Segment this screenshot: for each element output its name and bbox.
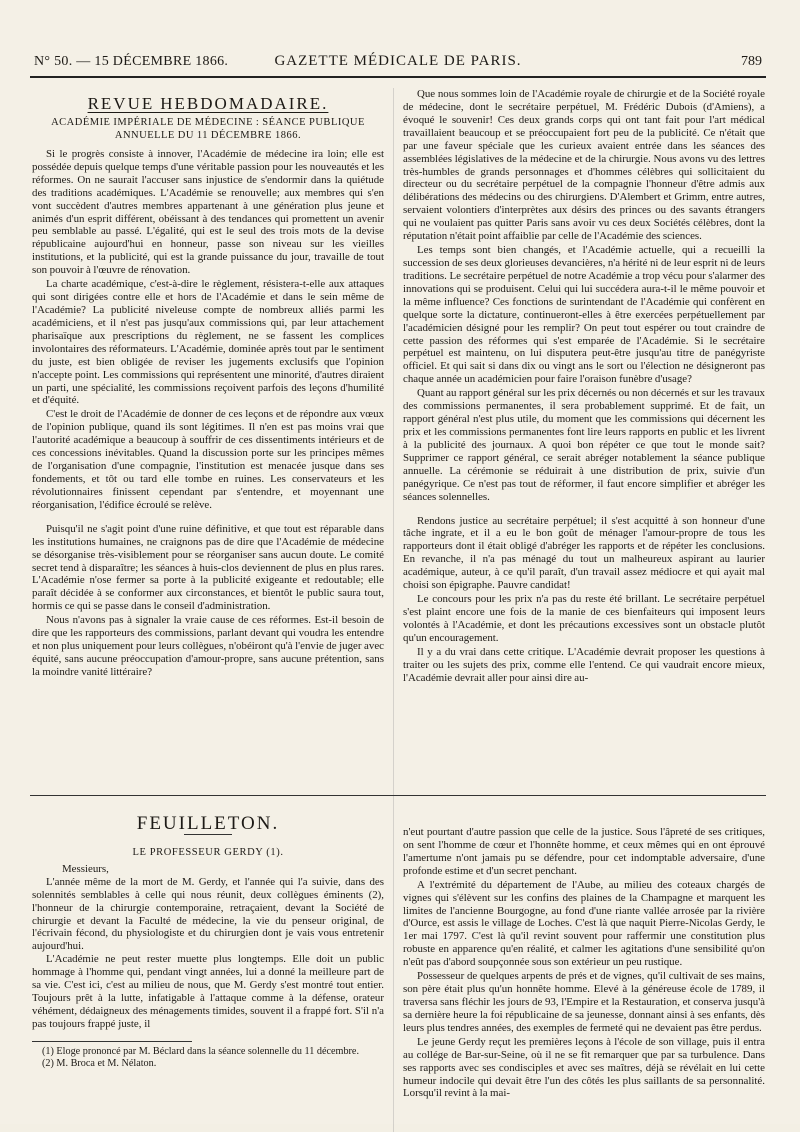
paragraph: La charte académique, c'est-à-dire le règlement, résistera-t-elle aux attaques qui sont dirigées contre elle et hors de l'Académie et dans le sein même de l'Académie? La publicité niveleuse compte de nombreux alliés parmi les académiciens, et il n'est pas jusqu'aux commissions qui, par leur attachement pharisaïque aux prescriptions du règlement, ne se fassent les complices involontaires des réformateurs. L'Académie, dominée après tout par le sentiment du juste, est bien obligée de reviser les jugements exclusifs que l'opinion n'accepte point. Les commissions qui représentent une minorité, d'autres diraient un parti, une spécialité, les commissions reçoivent parfois des leçons d'humilité et d'équité.: [32, 278, 384, 407]
paragraph: Les temps sont bien changés, et l'Académie actuelle, qui a recueilli la succession de ses deux glorieuses devancières, n'a hérité ni de leur esprit ni de leurs traditions. Le secrétaire perpétuel de notre Académie a trop vécu pour s'alarmer des innovations qui se produisent. Celui qui lui succédera aura-t-il le même pouvoir et la même influence? Ces fonctions de surintendant de l'Académie qui confèrent en quelque sorte la dictature, continueront-elles à être exercées perpétuellement par l'académicien désigné pour les remplir? On peut tout espérer ou tout craindre de cette passion des réformes qui s'est emparée de l'Académie. Si le secrétaire perpétuel est maintenu, on lui disputera peut-être jusqu'au titre de panégyriste officiel. Et qui sait si dans dix ou vingt ans le sort ou l'élection ne désigneront pas chaque année un académicien pour faire l'oraison funèbre d'usage?: [403, 244, 765, 386]
salutation: Messieurs,: [62, 862, 109, 875]
paragraph: C'est le droit de l'Académie de donner de ces leçons et de répondre aux vœux de l'opinion publique, quand ils sont légitimes. Il n'en est pas moins vrai que l'autorité académique a beaucoup à souffrir de ces dissentiments intérieurs et de ces concessions inévitables. Quand la discussion porte sur les principes mêmes de l'organisation d'une compagnie, l'institution est menacée jusque dans ses fondements, et tôt ou tard elle tombe en ruines. Les conservateurs et les révolutionnaires finissent cependant par s'entendre, et moyennant une réorganisation, l'édifice écroulé se relève.: [32, 408, 384, 511]
paragraph: Il y a du vrai dans cette critique. L'Académie devrait proposer les questions à traiter ou les sujets des prix, comme elle l'entend. Ce qui vaudrait encore mieux, l'Académie devrait aller pour ainsi dire au-: [403, 645, 765, 684]
paragraph: Nous n'avons pas à signaler la vraie cause de ces réformes. Est-il besoin de dire que les rapporteurs des commissions, parlant devant qui voudra les entendre et non plus uniquement pour leurs collègues, n'obéiront qu'à l'envie de juger avec équité, sans aucune préoccupation d'amour-propre, sans aucune prétention, sans la moindre vanité littéraire?: [32, 614, 384, 678]
section-subtitle: [32, 116, 384, 142]
page-header: [30, 52, 766, 78]
title-rule: [184, 834, 232, 835]
right-column: [403, 88, 765, 684]
paragraph: Le concours pour les prix n'a pas du reste été brillant. Le secrétaire perpétuel s'est plaint encore une fois de la manie de ces bienfaiteurs qui imposent leurs volontés à l'Académie, et dont les précautions excessives sont un obstacle plutôt qu'un encouragement.: [403, 593, 765, 644]
section-subtitle-line-2: ANNUELLE DU 11 DÉCEMBRE 1866.: [114, 129, 302, 141]
paragraph: Le jeune Gerdy reçut les premières leçons à l'école de son village, puis il entra au collége de Bar-sur-Seine, où il ne se fit remarquer que par sa turbulence. Dans ses rapports avec ses condisciples et avec ses maîtres, déjà se révélait en lui cette humeur indocile qui devait être l'un des côtés les plus saillants de sa personnalité. Lorsqu'il revint à la mai-: [403, 1035, 765, 1100]
section-subtitle-line-1: ACADÉMIE IMPÉRIALE DE MÉDECINE : SÉANCE PUBLIQUE: [51, 116, 365, 128]
footnote: (2) M. Broca et M. Nélaton.: [42, 1057, 157, 1069]
page-number: 789: [741, 54, 762, 69]
paragraph: Que nous sommes loin de l'Académie royale de chirurgie et de la Société royale de médecine, dont le secrétaire perpétuel, M. Frédéric Dubois (d'Amiens), a évoqué le souvenir! Ces deux grands corps qui ont tant fait pour l'art médical travaillaient beaucoup et se préoccupaient fort peu de la publicité. Ce n'était que par une faveur spéciale que les curieux avaient entrée dans les séances des assemblées législatives de la médecine et de la chirurgie. Nous avons vu des lettres très-humbles de grands personnages et d'hommes célèbres qui sollicitaient du directeur ou du secrétaire perpétuel de la compagnie l'honneur d'être admis aux délibérations des médecins ou des chirurgiens. D'Alembert et Grimm, entre autres, servaient volontiers d'interprètes aux désirs des princes ou des savants étrangers qui ne voulaient pas quitter Paris sans avoir vu ces deux Sociétés célèbres, dont la réputation n'était point affaiblie par celle de l'Académie des sciences.: [403, 88, 765, 243]
paragraph: n'eut pourtant d'autre passion que celle de la justice. Sous l'âpreté de ses critiques, on sent l'homme de cœur et l'honnête homme, et ceux mêmes qui en ont éprouvé l'amertume n'ont jamais pu se défendre, pour cet indomptable adversaire, d'une profonde estime et d'un secret penchant.: [403, 826, 765, 877]
issue-date: N° 50. — 15 DÉCEMBRE 1866.: [34, 54, 229, 69]
column-divider: [393, 88, 394, 1132]
left-column: [32, 94, 384, 679]
footnote: (1) Eloge prononcé par M. Béclard dans la séance solennelle du 11 décembre.: [42, 1045, 360, 1057]
feuilleton-subtitle: LE PROFESSEUR GERDY (1).: [132, 846, 284, 858]
paragraph: A l'extrémité du département de l'Aube, au milieu des coteaux chargés de vignes qui s'élèvent sur les confins des plaines de la Champagne et marquent les limites de l'ancienne Bourgogne, au fond d'une riante vallée arrosée par la rivière d'Ource, est assis le village de Loches. C'est là que naquit Pierre-Nicolas Gerdy, le 1er mai 1797. C'est là qu'il revint souvent pour raffermir une constitution plus robuste en apparence qu'en réalité, et calmer les agitations d'une sensibilité qu'on n'eût pas d'abord soupçonnée sous son extérieur un peu rustique.: [403, 878, 765, 969]
footnote-rule: [32, 1041, 192, 1042]
paragraph: Quant au rapport général sur les prix décernés ou non décernés et sur les travaux des commissions permanentes, il sera probablement supprimé. Et de fait, un rapport général n'est plus utile, du moment que les commissions qui décernent les prix et les commissions permanentes font lire leurs rapports en public et les livrent à la publicité des journaux. A quoi bon répéter ce que tout le monde sait? Supprimer ce rapport général, ce serait abréger notablement la séance publique annuelle. La cérémonie se réduirait à une distribution de prix, suivie d'un panégyrique. Ce n'est pas tout de réformer, il faut encore simplifier et abréger les séances solennelles.: [403, 387, 765, 503]
feuilleton-left: [32, 814, 384, 1070]
paragraph: Rendons justice au secrétaire perpétuel; il s'est acquitté à son honneur d'une tâche ingrate, et il a eu le bon goût de ménager l'amour-propre de tous les rapporteurs dont il était obligé d'abréger les rapports et de répéter les conclusions. En revanche, il n'a pas ménagé du tout un malheureux aspirant au laurier académique, auteur, à ce qu'il paraît, d'un travail assez médiocre et qui ayait mal choisi son épigraphe. Pauvre candidat!: [403, 514, 765, 592]
journal-title: GAZETTE MÉDICALE DE PARIS.: [274, 53, 522, 69]
paragraph: L'année même de la mort de M. Gerdy, et l'année qui l'a suivie, dans des solennités semblables à celle qui nous réunit, deux collègues éminents (2), l'honneur de la chirurgie contemporaine, retraçaient, devant la Société de chirurgie et devant la Faculté de médecine, la vie du penseur original, de l'écrivain fécond, du physiologiste et du chirurgien dont je vais vous entretenir aujourd'hui.: [32, 875, 384, 953]
paragraph: Si le progrès consiste à innover, l'Académie de médecine ira loin; elle est possédée depuis quelque temps d'une véritable passion pour les nouveautés et les réformes. On ne saurait l'accuser sans injustice de s'endormir dans la quiétude des traditions académiques. L'Académie se renouvelle; aux membres qui s'en vont succèdent d'autres membres appartenant à une génération plus jeune et animés d'un esprit différent, obéissant à des tendances qui promettent un avenir peu semblable au passé. L'égalité, qui est le seul des trois mots de la devise républicaine aujourd'hui en honneur, passe son niveau sur les vieilles institutions, et la publicité, qui est la grande puissance du jour, travaille de tout son pouvoir à l'œuvre de rénovation.: [32, 147, 384, 277]
paragraph: Puisqu'il ne s'agit point d'une ruine définitive, et que tout est réparable dans les institutions humaines, ne craignons pas de dire que l'Académie de médecine se désorganise très-visiblement pour se réorganiser sans aucun doute. Le comité secret tend à disparaître; les séances à huis-clos deviennent de plus en plus rares. L'Académie n'ose fermer sa porte à la publicité exigeante et redoutable; elle paraît décidée à se conformer aux circonstances, et bientôt le public saura tout, hormis ce qui se passe dans le conseil d'administration.: [32, 522, 384, 613]
feuilleton-title: FEUILLETON.: [136, 813, 280, 834]
paragraph: L'Académie ne peut rester muette plus longtemps. Elle doit un public hommage à l'homme qui, pendant vingt années, lui a donné la meilleure part de sa vie. C'est ici, c'est au milieu de nous, que M. Gerdy s'est montré tout entier. Toujours prêt à la lutte, infatigable à l'attaque comme à la défense, orateur véhément, dédaigneux des ménagements timides, souvent il a frappé fort. S'il n'a pas toujours frappé juste, il: [32, 953, 384, 1030]
paragraph: Possesseur de quelques arpents de prés et de vignes, qu'il cultivait de ses mains, son père était plus qu'un honnête homme. Elevé à la généreuse école de 1789, il traversa sans fléchir les jours de 93, l'Empire et la Restauration, et conserva jusqu'à sa dernière heure la foi républicaine de sa jeunesse, donnant ainsi à ses enfants, dès leurs plus tendres années, des exemples de fermeté qui ne devaient pas être perdus.: [403, 970, 765, 1034]
feuilleton-right: [403, 826, 765, 1100]
section-title: REVUE HEBDOMADAIRE.: [87, 94, 329, 113]
feuilleton-divider: [30, 795, 766, 796]
